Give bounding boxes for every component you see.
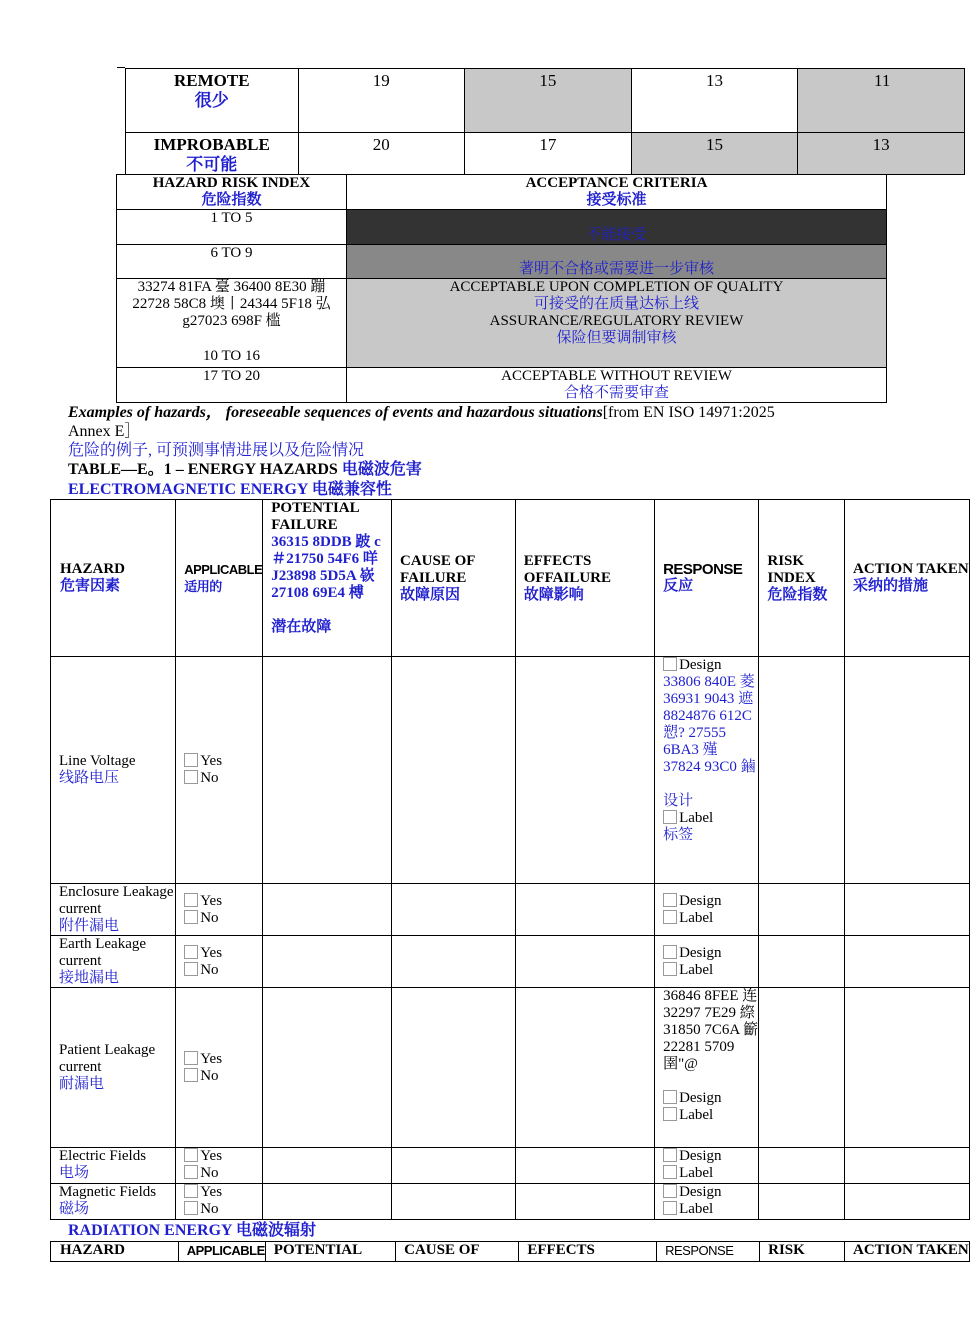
design-checkbox[interactable] (663, 657, 677, 671)
risk-cell[interactable] (759, 1184, 845, 1220)
examples-title (68, 404, 928, 421)
design-checkbox[interactable] (663, 1090, 677, 1104)
criteria-cell (347, 279, 887, 368)
criteria: ASSURANCE/REGULATORY REVIEW (489, 313, 744, 329)
criteria-cn: 可接受的在质量达标上线 (533, 296, 699, 312)
response-garbled: 33806 840E 菱 36931 9043 遮 8824876 612C 愬? 27555 6BA3 殣 37824 93C0 鏀 (663, 674, 756, 775)
yes-checkbox[interactable] (184, 893, 198, 907)
action-cell[interactable] (845, 988, 970, 1148)
yes-checkbox[interactable] (184, 753, 198, 767)
col-response-label-cn: 反应 (663, 578, 694, 594)
hazard-name: Magnetic Fields (59, 1184, 157, 1200)
freq-value (798, 69, 965, 133)
response-cell (655, 1148, 759, 1184)
design-label: Design (679, 944, 722, 961)
risk-cell[interactable] (759, 657, 845, 884)
table-row (51, 1184, 970, 1220)
label-label: Label (679, 1107, 714, 1123)
yes-label: Yes (200, 753, 223, 769)
effects-cell[interactable] (515, 884, 654, 936)
hazard-cell (51, 657, 176, 884)
col-action (845, 500, 970, 657)
no-label: No (200, 909, 219, 926)
cause-cell[interactable] (392, 1148, 516, 1184)
response-cell (655, 884, 759, 936)
potential-cell[interactable] (263, 1184, 392, 1220)
table-row (117, 368, 887, 403)
table-row (117, 245, 887, 279)
col-risk-label-cn: 危险指数 (767, 586, 828, 603)
table-row (51, 884, 970, 936)
col-potential-garbled: 36315 8DDB 跛 c＃21750 54F6 咩 J23898 5D5A 嵚 27108 69E4 榑 (271, 534, 381, 601)
label-checkbox[interactable] (663, 1107, 677, 1121)
applicable-cell (176, 936, 263, 988)
col-effects-label: OFFAILURE (523, 569, 611, 586)
no-label: No (200, 961, 219, 978)
header-cell (347, 175, 887, 210)
design-label: Design (679, 657, 722, 673)
action-cell[interactable] (845, 1184, 970, 1220)
header-label-cn: 接受标准 (586, 192, 647, 208)
examples-title-line2: Annex E］ (68, 423, 141, 440)
col-cause-label-cn: 故障原因 (400, 586, 461, 603)
hazard-cell (51, 988, 176, 1148)
cause-cell[interactable] (392, 657, 516, 884)
table-heading-cn: 电磁波危害 (341, 461, 422, 478)
action-cell[interactable] (845, 1148, 970, 1184)
freq-label: IMPROBABLE (153, 135, 270, 154)
col-cause (392, 500, 516, 657)
hazard-cell (51, 884, 176, 936)
garbled-text: 33274 81FA 臺 36400 8E30 蹦 22728 58C8 墺丨24344 5F18 弘 g27023 698F 槛 (132, 279, 331, 329)
criteria: ACCEPTABLE WITHOUT REVIEW (501, 368, 732, 384)
col-applicable (178, 1242, 265, 1262)
hazard-name: Enclosure Leakage current (59, 884, 174, 917)
label-label-cn: 标签 (663, 827, 694, 843)
potential-cell[interactable] (263, 988, 392, 1148)
yes-label: Yes (200, 1050, 223, 1067)
freq-value: 17 (465, 133, 632, 175)
radiation-table (50, 1241, 970, 1262)
action-cell[interactable] (845, 884, 970, 936)
hazard-name-cn: 附件漏电 (59, 918, 120, 934)
table-heading-text: TABLE—E。1 – ENERGY HAZARDS (68, 461, 338, 478)
table-row (117, 175, 887, 210)
criteria-cell (347, 368, 887, 403)
yes-label: Yes (200, 944, 223, 961)
design-checkbox[interactable] (663, 1184, 677, 1198)
label-checkbox[interactable] (663, 910, 677, 924)
effects-cell[interactable] (515, 657, 654, 884)
response-cell (655, 1184, 759, 1220)
risk-cell[interactable] (759, 936, 845, 988)
risk-index: 6 TO 9 (117, 245, 347, 279)
freq-value: 19 (298, 69, 465, 133)
response-garbled: 36846 8FEE 连 32297 7E29 縩 31850 7C6A 籪 22281 5709 圉"@ (663, 988, 759, 1072)
label-label: Label (679, 909, 714, 926)
freq-value: 13 (631, 69, 798, 133)
freq-label-cn: 不可能 (186, 155, 238, 174)
col-action-label-cn: 采纳的措施 (853, 578, 929, 594)
corner-mark (117, 67, 125, 68)
no-checkbox[interactable] (184, 1165, 198, 1179)
col-applicable-label: APPLICABLE (184, 562, 263, 577)
table-row (117, 279, 887, 368)
hazard-cell (51, 1184, 176, 1220)
freq-value: 13 (798, 133, 965, 175)
risk-acceptance-table (116, 174, 887, 403)
col-cause-label: CAUSE OF (400, 552, 476, 569)
risk-index: 17 TO 20 (117, 368, 347, 403)
hazard-cell (51, 1148, 176, 1184)
examples-title-bold: Examples of hazards， foreseeable sequences of events and hazardous situations (68, 404, 603, 421)
potential-cell[interactable] (263, 1148, 392, 1184)
freq-label: REMOTE (173, 71, 250, 90)
applicable-cell (176, 988, 263, 1148)
response-cell (655, 988, 759, 1148)
yes-label: Yes (200, 1148, 223, 1164)
col-applicable-label: APPLICABLE (186, 1243, 265, 1258)
response-cell (655, 657, 759, 884)
hazard-name: Earth Leakage current (59, 936, 147, 969)
design-label-cn: 设计 (663, 793, 694, 809)
design-label: Design (679, 892, 722, 909)
col-cause-label: FAILURE (400, 569, 467, 586)
examples-title-source: [from EN ISO 14971:2025 (602, 404, 775, 421)
no-checkbox[interactable] (184, 770, 198, 784)
section-electromagnetic: ELECTROMAGNETIC ENERGY 电磁兼容性 (68, 481, 392, 498)
col-risk-label: INDEX (767, 569, 816, 586)
no-checkbox[interactable] (184, 910, 198, 924)
effects-cell[interactable] (515, 1184, 654, 1220)
applicable-cell (176, 884, 263, 936)
hazard-name: Line Voltage (59, 753, 136, 769)
cause-cell[interactable] (392, 936, 516, 988)
no-label: No (200, 1201, 219, 1217)
col-hazard-label: HAZARD (60, 561, 126, 577)
applicable-cell (176, 1148, 263, 1184)
no-checkbox[interactable] (184, 1201, 198, 1215)
col-risk-label: RISK (767, 552, 805, 569)
yes-checkbox[interactable] (184, 1148, 198, 1162)
col-action-label: ACTION TAKEN (845, 1242, 970, 1262)
col-action-label: ACTION TAKEN (853, 561, 969, 577)
label-checkbox[interactable] (663, 810, 677, 824)
risk-index-cell (117, 279, 347, 368)
table-heading (68, 461, 422, 478)
risk-cell[interactable] (759, 884, 845, 936)
yes-checkbox[interactable] (184, 1051, 198, 1065)
label-label: Label (679, 810, 714, 826)
effects-cell[interactable] (515, 1148, 654, 1184)
header-label-cn: 危险指数 (201, 192, 262, 208)
freq-value: 20 (298, 133, 465, 175)
design-checkbox[interactable] (663, 893, 677, 907)
col-response-label: RESPONSE (663, 561, 743, 578)
hazard-name: Patient Leakage current (59, 1042, 156, 1075)
col-effects-label: EFFECTS (523, 552, 592, 569)
freq-label-cell (126, 133, 299, 175)
risk-cell[interactable] (759, 1148, 845, 1184)
hazard-name-cn: 线路电压 (59, 770, 120, 786)
col-effects-label-cn: 故障影响 (523, 586, 584, 603)
potential-cell[interactable] (263, 936, 392, 988)
label-label: Label (679, 1201, 714, 1217)
criteria-cn: 著明不合格或需要进一步审核 (518, 261, 714, 277)
col-potential (263, 500, 392, 657)
no-label: No (200, 1067, 219, 1084)
col-risk-label: RISK (760, 1242, 845, 1262)
col-cause-label: CAUSE OF (396, 1242, 519, 1262)
freq-value-text: 11 (873, 71, 891, 90)
no-label: No (200, 1165, 219, 1181)
criteria: ACCEPTABLE UPON COMPLETION OF QUALITY (449, 279, 784, 295)
table-row (117, 210, 887, 245)
hazard-name-cn: 磁场 (59, 1201, 90, 1217)
risk-index: 10 TO 16 (203, 348, 260, 364)
risk-cell[interactable] (759, 988, 845, 1148)
hazard-name-cn: 接地漏电 (59, 970, 120, 986)
section-radiation: RADIATION ENERGY 电磁波辐射 (68, 1222, 317, 1239)
col-hazard-label-cn: 危害因素 (60, 578, 121, 594)
label-checkbox[interactable] (663, 1201, 677, 1215)
no-label: No (200, 770, 219, 786)
header-label: ACCEPTANCE CRITERIA (525, 175, 708, 191)
effects-cell[interactable] (515, 936, 654, 988)
design-label: Design (679, 1148, 722, 1164)
applicable-cell (176, 657, 263, 884)
freq-value: 15 (465, 69, 632, 133)
hazard-name-cn: 耐漏电 (59, 1076, 105, 1092)
cause-cell[interactable] (392, 1184, 516, 1220)
label-label: Label (679, 961, 714, 978)
table-row (126, 133, 965, 175)
col-effects (515, 500, 654, 657)
col-potential-label: POTENTIAL (265, 1242, 395, 1262)
col-applicable-label-cn: 适用的 (184, 579, 222, 594)
criteria-cn: 不能接受 (586, 227, 647, 243)
col-potential-label: FAILURE (271, 517, 338, 533)
col-response (657, 1242, 760, 1262)
table-header-row (51, 1242, 970, 1262)
frequency-table (125, 68, 965, 175)
hazard-name-cn: 电场 (59, 1165, 90, 1181)
criteria-cell (347, 210, 887, 245)
col-response-label: RESPONSE (665, 1243, 734, 1258)
risk-index: 1 TO 5 (117, 210, 347, 245)
yes-label: Yes (200, 1184, 223, 1200)
col-potential-label: POTENTIAL (271, 500, 360, 516)
design-checkbox[interactable] (663, 945, 677, 959)
col-potential-label-cn: 潜在故障 (271, 619, 332, 635)
table-row (51, 657, 970, 884)
design-checkbox[interactable] (663, 1148, 677, 1162)
cause-cell[interactable] (392, 988, 516, 1148)
effects-cell[interactable] (515, 988, 654, 1148)
label-checkbox[interactable] (663, 1165, 677, 1179)
table-row (51, 988, 970, 1148)
no-checkbox[interactable] (184, 962, 198, 976)
criteria-cn: 合格不需要审查 (563, 385, 669, 401)
header-cell (117, 175, 347, 210)
hazards-table (50, 499, 970, 1220)
col-applicable (176, 500, 263, 657)
potential-cell[interactable] (263, 884, 392, 936)
cause-cell[interactable] (392, 884, 516, 936)
potential-cell[interactable] (263, 657, 392, 884)
no-checkbox[interactable] (184, 1068, 198, 1082)
label-label: Label (679, 1165, 714, 1181)
yes-checkbox[interactable] (184, 1184, 198, 1198)
header-label: HAZARD RISK INDEX (152, 175, 311, 191)
table-row (51, 1148, 970, 1184)
yes-checkbox[interactable] (184, 945, 198, 959)
applicable-cell (176, 1184, 263, 1220)
examples-title-cn: 危险的例子, 可预测事情进展以及危险情况 (68, 442, 365, 459)
hazard-cell (51, 936, 176, 988)
col-risk (759, 500, 845, 657)
freq-label-cn: 很少 (194, 91, 229, 110)
action-cell[interactable] (845, 657, 970, 884)
hazard-name: Electric Fields (59, 1148, 147, 1164)
table-row (126, 69, 965, 133)
design-label: Design (679, 1184, 722, 1200)
design-label: Design (679, 1090, 722, 1106)
response-cell (655, 936, 759, 988)
label-checkbox[interactable] (663, 962, 677, 976)
col-hazard (51, 500, 176, 657)
criteria-cell (347, 245, 887, 279)
yes-label: Yes (200, 892, 223, 909)
freq-value: 15 (631, 133, 798, 175)
col-effects-label: EFFECTS (519, 1242, 657, 1262)
col-response (655, 500, 759, 657)
criteria-cn: 保险但要调制审核 (556, 330, 677, 346)
col-hazard-label: HAZARD (51, 1242, 179, 1262)
table-header-row (51, 500, 970, 657)
freq-label-cell (126, 69, 299, 133)
table-row (51, 936, 970, 988)
action-cell[interactable] (845, 936, 970, 988)
